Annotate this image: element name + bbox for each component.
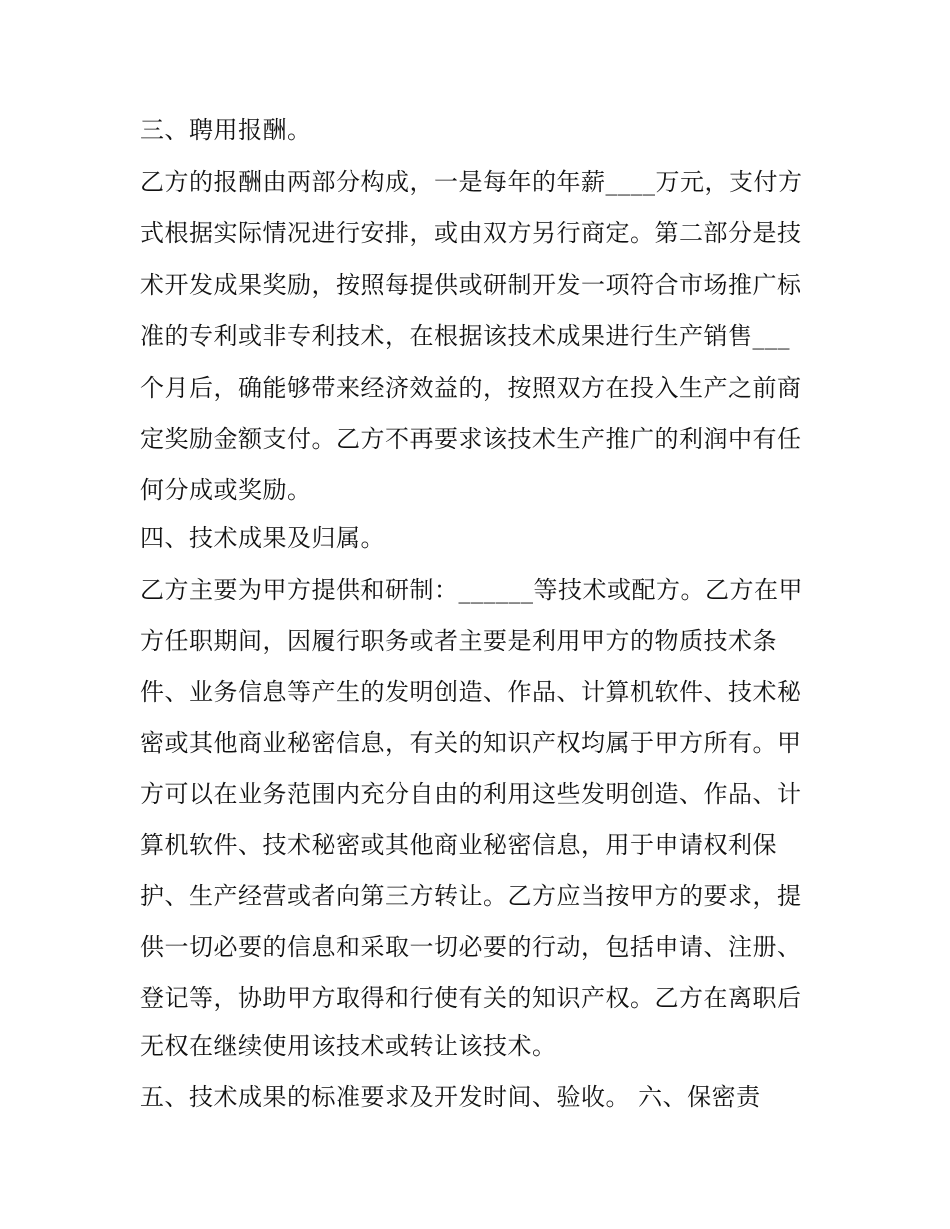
paragraph-line: 定奖励金额支付。乙方不再要求该技术生产推广的利润中有任 xyxy=(140,425,802,453)
paragraph-line: 乙方主要为甲方提供和研制：______等技术或配方。乙方在甲 xyxy=(140,576,803,604)
paragraph-line: 供一切必要的信息和采取一切必要的行动，包括申请、注册、 xyxy=(140,933,802,961)
paragraph-line: 准的专利或非专利技术，在根据该技术成果进行生产销售___ xyxy=(140,322,790,350)
paragraph-line: 式根据实际情况进行安排，或由双方另行商定。第二部分是技 xyxy=(140,219,802,247)
paragraph-line: 护、生产经营或者向第三方转让。乙方应当按甲方的要求，提 xyxy=(140,882,802,910)
section-heading-4: 四、技术成果及归属。 xyxy=(140,524,385,552)
paragraph-line: 个月后，确能够带来经济效益的，按照双方在投入生产之前商 xyxy=(140,374,802,402)
section-heading-3: 三、聘用报酬。 xyxy=(140,116,312,144)
paragraph-line: 术开发成果奖励，按照每提供或研制开发一项符合市场推广标 xyxy=(140,271,802,299)
paragraph-line: 登记等，协助甲方取得和行使有关的知识产权。乙方在离职后 xyxy=(140,984,802,1012)
paragraph-line: 件、业务信息等产生的发明创造、作品、计算机软件、技术秘 xyxy=(140,678,802,706)
paragraph-line: 密或其他商业秘密信息，有关的知识产权均属于甲方所有。甲 xyxy=(140,729,802,757)
paragraph-line: 无权在继续使用该技术或转让该技术。 xyxy=(140,1032,557,1060)
section-heading-5: 五、技术成果的标准要求及开发时间、验收。 六、保密责 xyxy=(140,1083,761,1111)
paragraph-line: 算机软件、技术秘密或其他商业秘密信息，用于申请权利保 xyxy=(140,831,777,859)
paragraph-line: 乙方的报酬由两部分构成，一是每年的年薪____万元，支付方 xyxy=(140,168,803,196)
paragraph-line: 何分成或奖励。 xyxy=(140,476,312,504)
paragraph-line: 方任职期间，因履行职务或者主要是利用甲方的物质技术条 xyxy=(140,627,777,655)
paragraph-line: 方可以在业务范围内充分自由的利用这些发明创造、作品、计 xyxy=(140,780,802,808)
